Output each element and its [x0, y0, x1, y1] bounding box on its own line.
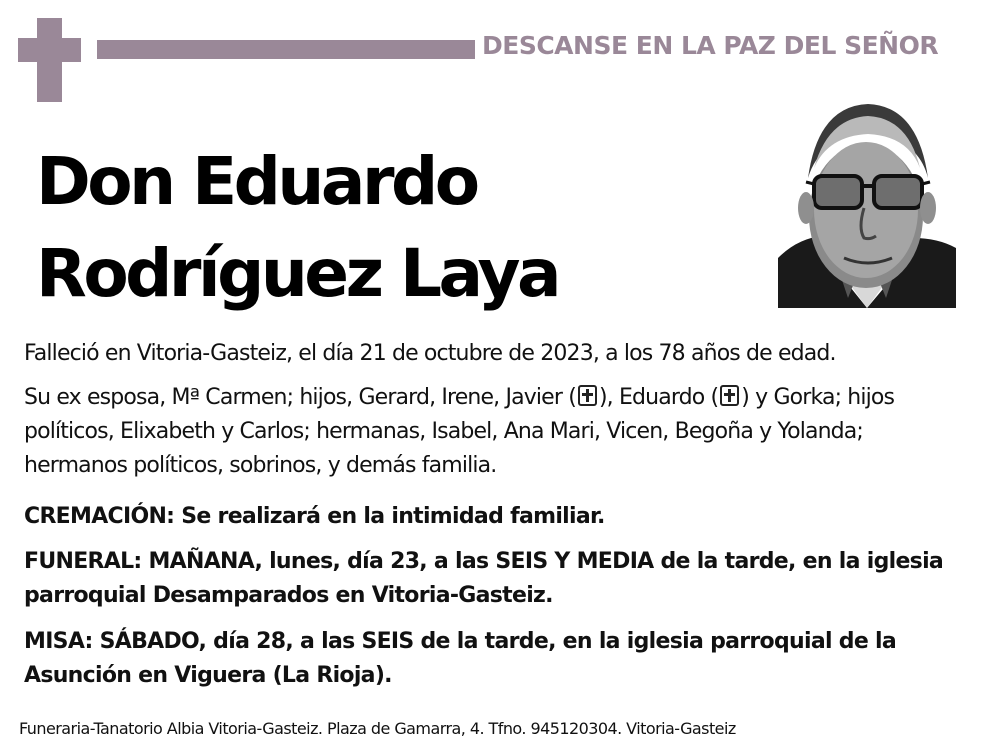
portrait-image: [778, 98, 956, 308]
cross-in-box-icon: [578, 385, 597, 406]
deceased-name: [36, 136, 558, 320]
cremation-notice: CREMACIÓN: Se realizará en la intimidad familiar.: [24, 504, 605, 529]
death-notice: Falleció en Vitoria-Gasteiz, el día 21 de octubre de 2023, a los 78 años de edad.: [24, 341, 836, 366]
header-rule: [97, 40, 475, 59]
mass-notice: MISA: SÁBADO, día 28, a las SEIS de la tarde, en la iglesia parroquial de la Asunción en Viguera (La Rioja).: [24, 629, 896, 688]
name-line-1: Don Eduardo: [36, 143, 477, 220]
family-list: [24, 381, 959, 483]
portrait-photo: [778, 98, 956, 308]
funeral-home-footer: Funeraria-Tanatorio Albia Vitoria-Gasteiz. Plaza de Gamarra, 4. Tfno. 945120304. Vitoria-Gasteiz: [19, 719, 736, 738]
cross-in-box-icon: [720, 385, 739, 406]
family-text-1: Su ex esposa, Mª Carmen; hijos, Gerard, Irene, Javier (: [24, 385, 576, 410]
name-line-2: Rodríguez Laya: [36, 235, 559, 312]
header-title: DESCANSE EN LA PAZ DEL SEÑOR: [482, 31, 939, 60]
cross-icon-bar: [18, 38, 81, 62]
family-text-2: ), Eduardo (: [598, 385, 719, 410]
family-text-3: ) y Gorka; hijos políticos, Elixabeth y Carlos; hermanas, Isabel, Ana Mari, Vicen, Begoña y Yolanda; hermanos políticos, sobrinos, y demás familia.: [24, 385, 895, 478]
funeral-notice: FUNERAL: MAÑANA, lunes, día 23, a las SEIS Y MEDIA de la tarde, en la iglesia parroquial Desamparados en Vitoria-Gasteiz.: [24, 549, 944, 608]
